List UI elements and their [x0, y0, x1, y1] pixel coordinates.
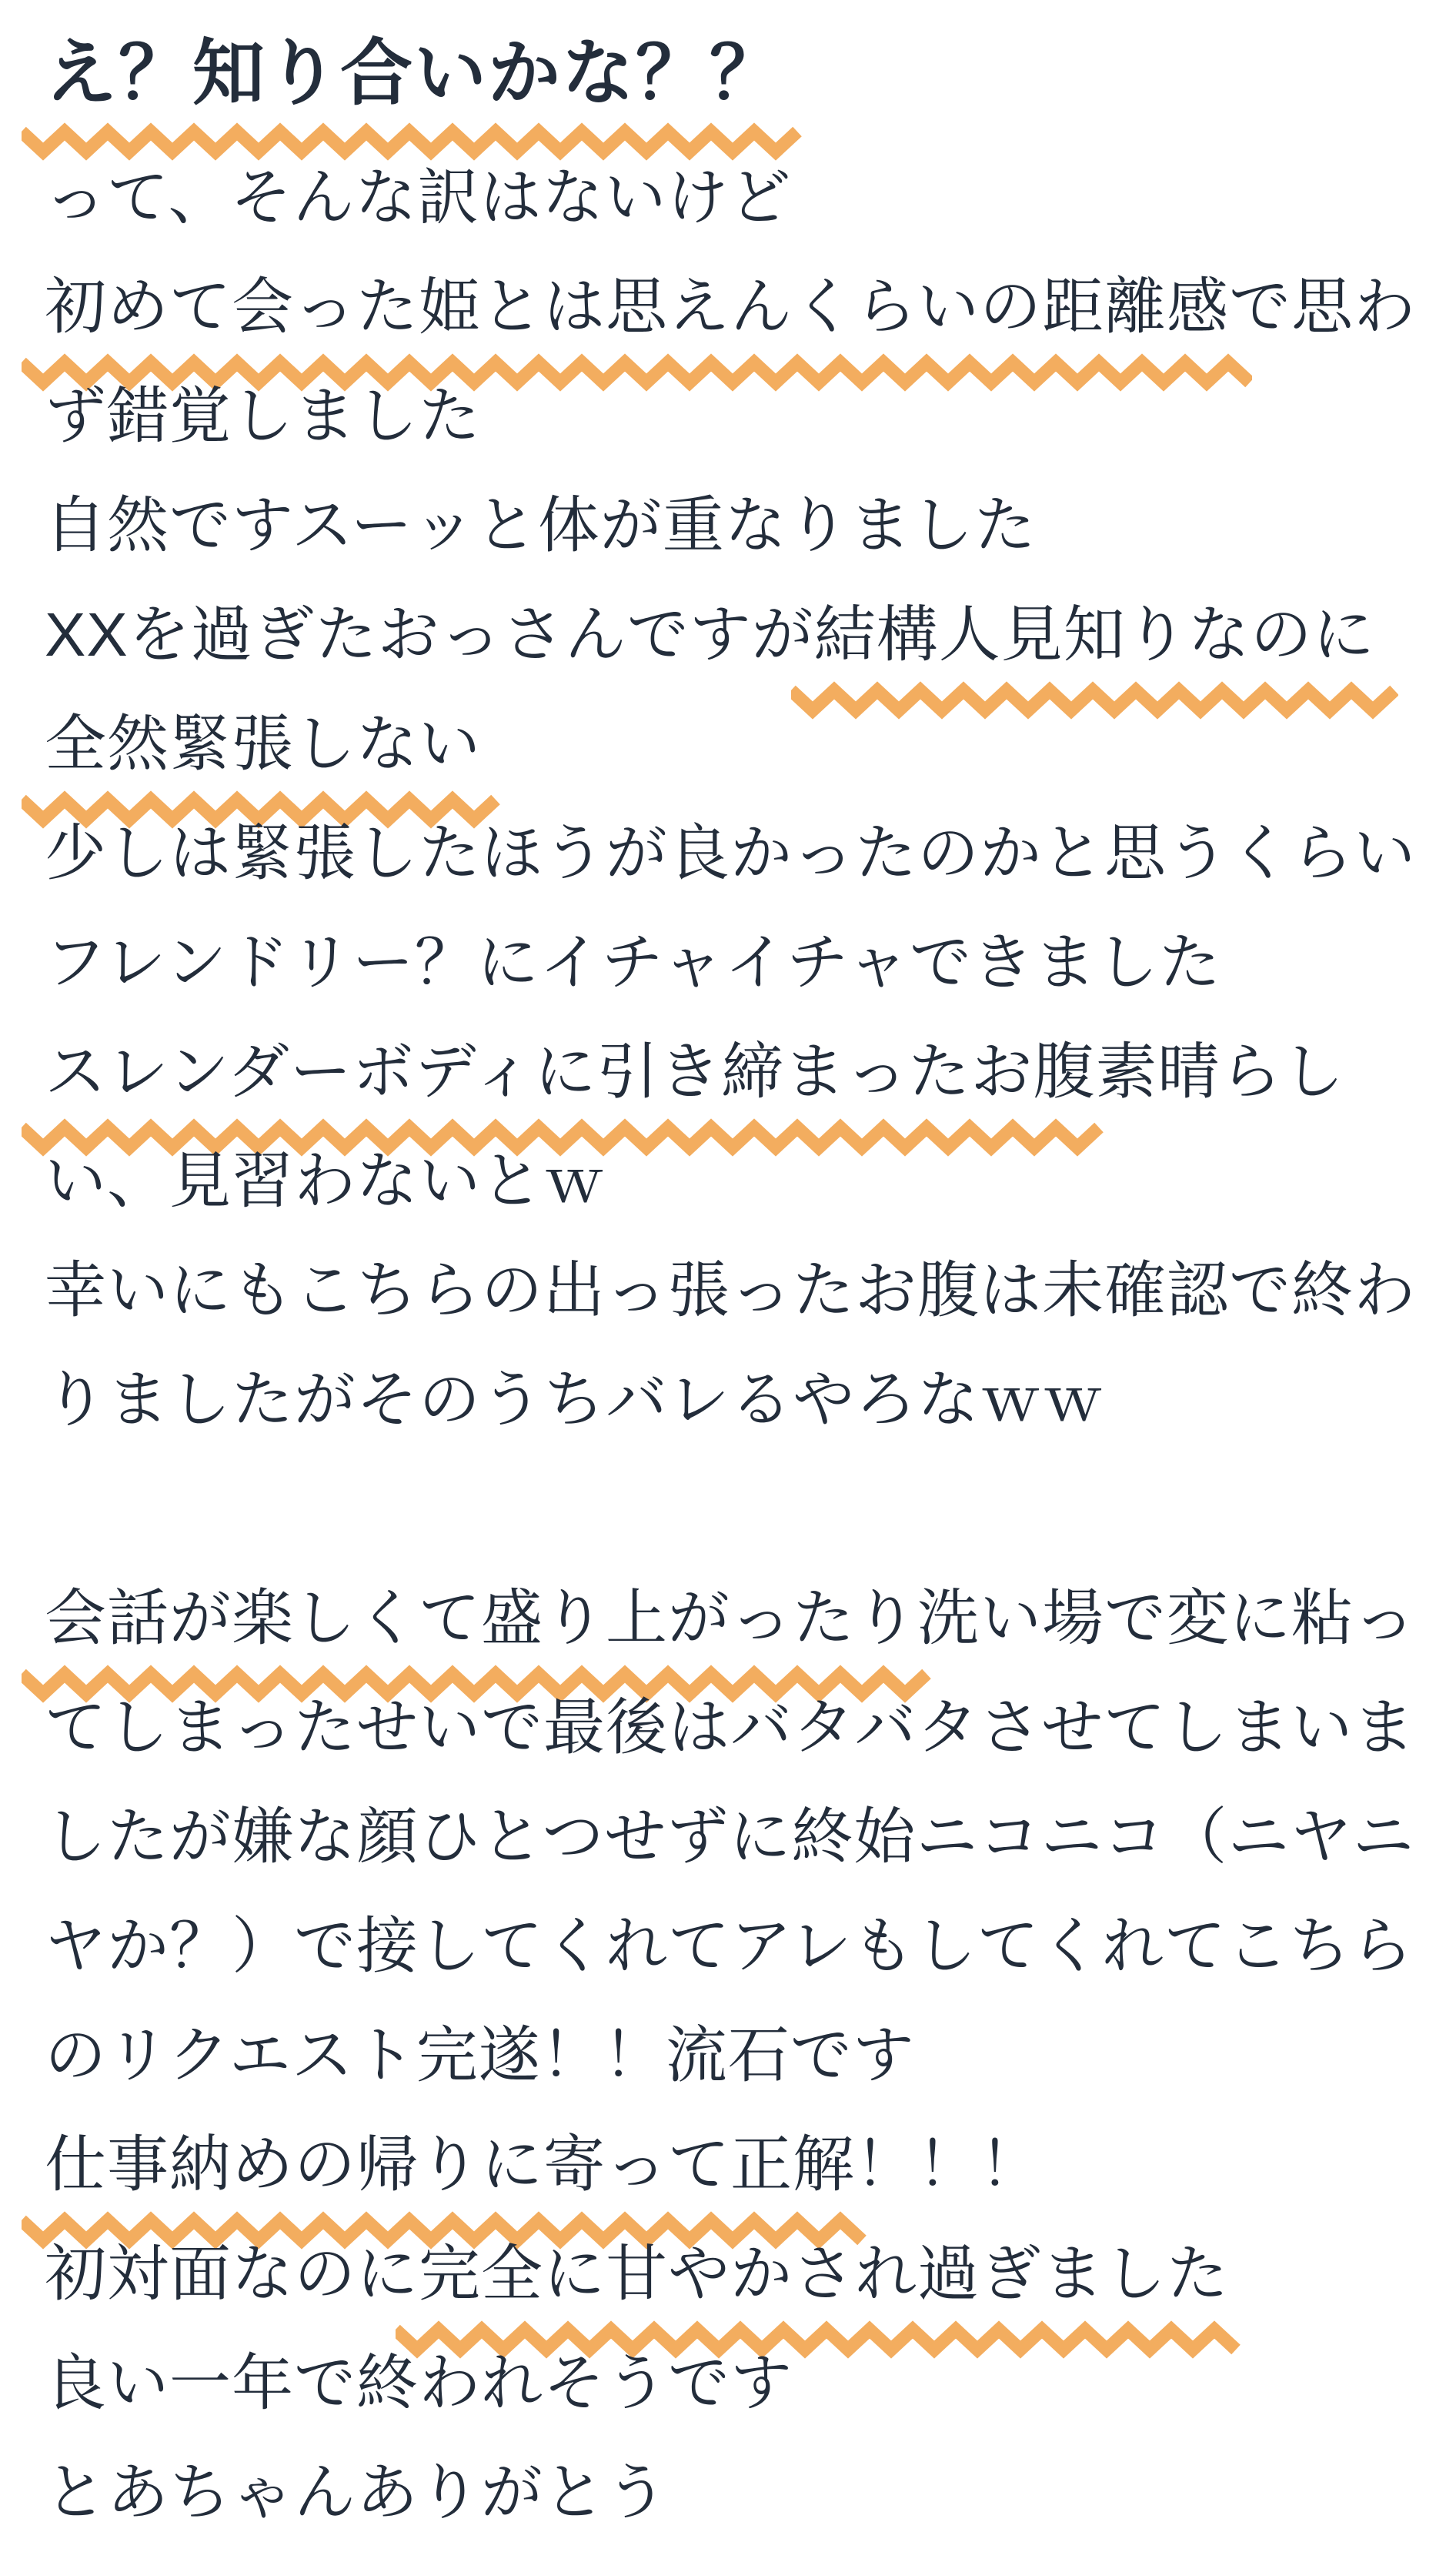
plain-text: XXを過ぎたおっさんですが — [45, 600, 814, 669]
plain-text: 初対面なのに — [45, 2240, 419, 2308]
text-line — [45, 2329, 1433, 2438]
emphasized-text: 会話が楽しくて盛り上がったり — [45, 1564, 917, 1673]
text-line — [45, 2438, 1433, 2547]
plain-text: とあちゃんありがとう — [45, 2458, 668, 2527]
text-line — [45, 690, 1433, 799]
page-title — [45, 15, 1433, 131]
text-line — [45, 580, 1433, 690]
emphasized-text: 仕事納めの帰りに寄って正解 — [45, 2110, 855, 2220]
text-line — [45, 2110, 1433, 2220]
plain-text: って、そんな訳はないけど — [45, 163, 792, 232]
text-line — [45, 1017, 1433, 1127]
plain-text: りましたがそのうちバレるやろなｗｗ — [45, 1365, 1104, 1434]
text-line — [45, 252, 1433, 362]
page-title-text: え？知り合いかな？？ — [45, 15, 783, 131]
plain-text: てしまったせいで最後はバタバタさせてしまいま — [45, 1693, 1416, 1762]
text-line — [45, 1782, 1433, 1892]
paragraph-break — [45, 1455, 1433, 1564]
plain-text: ヤか？）で接してくれてアレもしてくれてこちら — [45, 1912, 1414, 1980]
plain-text: い、見習わないとｗ — [45, 1147, 606, 1215]
text-line — [45, 362, 1433, 471]
plain-text: 洗い場で変に粘っ — [917, 1584, 1416, 1652]
plain-text: ず錯覚しました — [45, 382, 481, 450]
text-line — [45, 908, 1433, 1017]
plain-text: 自然ですスーッと体が重なりました — [45, 491, 1037, 559]
text-line — [45, 799, 1433, 908]
plain-text: ！！！ — [855, 2130, 1042, 2199]
emphasized-text: 全然緊張しない — [45, 690, 481, 799]
emphasized-text: 結構人見知りなのに — [814, 580, 1375, 690]
text-line — [45, 2220, 1433, 2329]
emphasized-text: 完全に甘やかされ過ぎました — [419, 2220, 1229, 2329]
plain-text: で思わ — [1229, 272, 1416, 341]
plain-text: 少しは緊張したほうが良かったのかと思うくらい — [45, 819, 1416, 887]
plain-text: したが嫌な顔ひとつせずに終始ニコニコ（ニヤニ — [45, 1802, 1415, 1871]
plain-text: 素晴らし — [1095, 1037, 1345, 1106]
text-line — [45, 1236, 1433, 1345]
plain-text: 良い一年で終われそうです — [45, 2349, 793, 2417]
text-line — [45, 471, 1433, 580]
emphasized-text: 初めて会った姫とは思えんくらいの距離感 — [45, 252, 1229, 362]
text-line — [45, 143, 1433, 252]
plain-text: フレンドリー？にイチャイチャできました — [45, 928, 1221, 997]
text-line — [45, 1673, 1433, 1782]
text-line — [45, 1345, 1433, 1455]
text-line — [45, 1127, 1433, 1236]
review-body — [45, 143, 1433, 2547]
emphasized-text: スレンダーボディに引き締まったお腹 — [45, 1017, 1095, 1127]
plain-text: のリクエスト完遂！！流石です — [45, 2021, 915, 2089]
text-line — [45, 1564, 1433, 1673]
text-line — [45, 1892, 1433, 2001]
plain-text: 幸いにもこちらの出っ張ったお腹は未確認で終わ — [45, 1256, 1416, 1324]
text-line — [45, 2001, 1433, 2110]
